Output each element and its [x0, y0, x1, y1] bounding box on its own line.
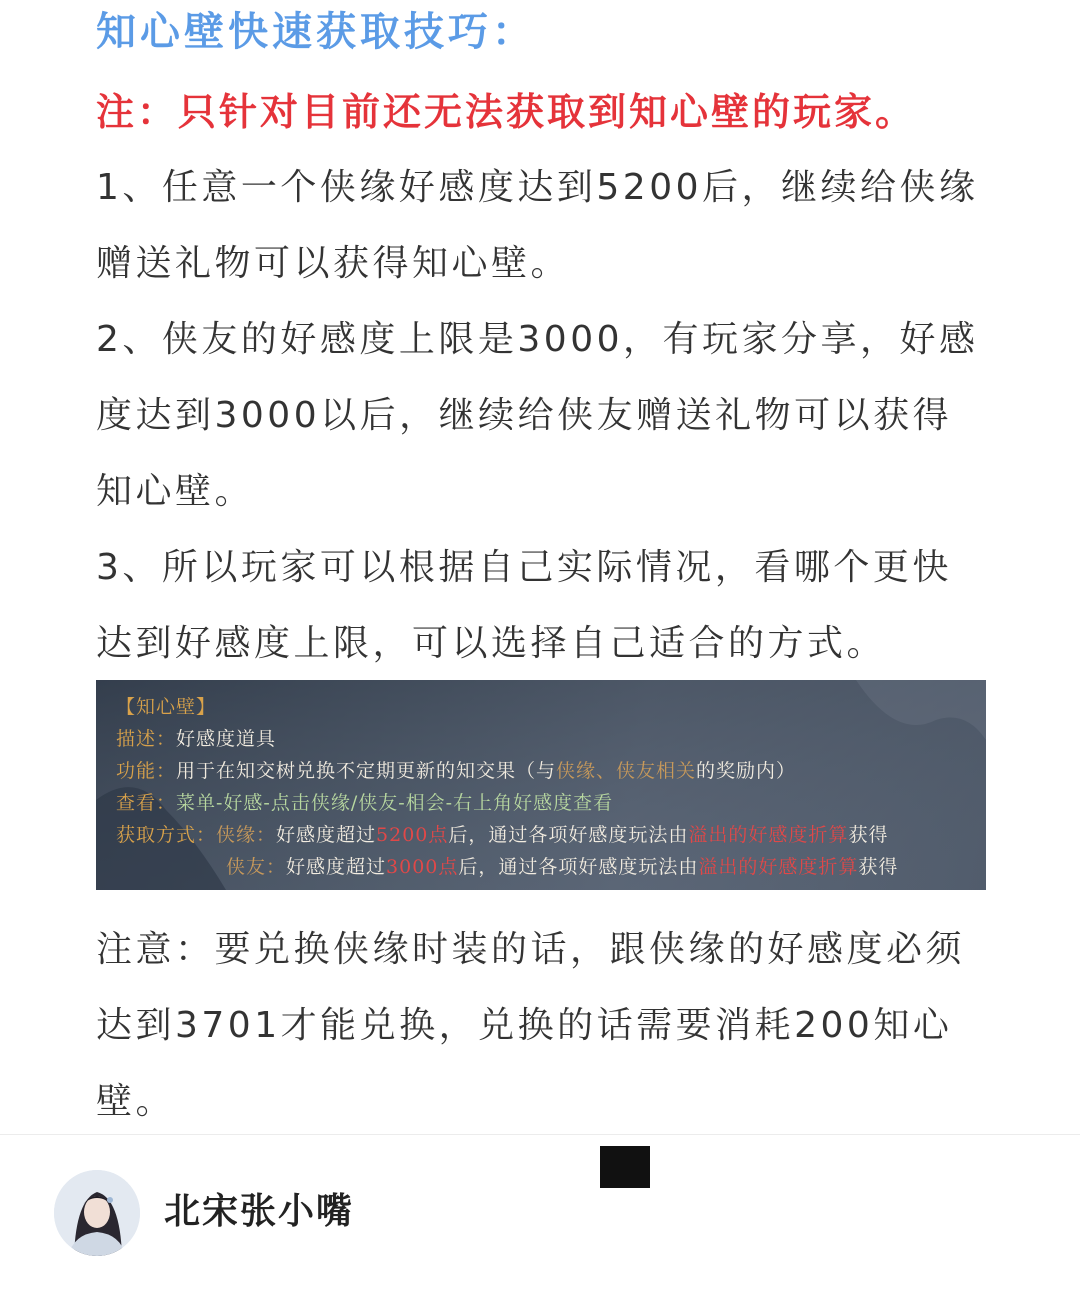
obtain-2-who: 侠友：	[226, 856, 287, 878]
redacted-block	[600, 1146, 650, 1188]
obtain-2-num: 3000点	[386, 856, 459, 878]
obtain-2-b: 后，通过各项好感度玩法由	[458, 856, 699, 878]
item-view	[116, 788, 613, 815]
item-function	[116, 756, 796, 783]
article-title: 知心壁快速获取技巧：	[96, 9, 536, 55]
final-note: 注意：要兑换侠缘时装的话，跟侠缘的好感度必须达到3701才能兑换，兑换的话需要消耗200知心壁。	[96, 929, 966, 1122]
item-name: 【知心壁】	[116, 696, 217, 718]
obtain-2-a: 好感度超过	[286, 856, 387, 878]
item-description	[116, 724, 276, 751]
function-value-b: 侠缘、侠友相关	[556, 760, 697, 782]
avatar-icon	[54, 1170, 140, 1256]
article-note: 注：只针对目前还无法获取到知心壁的玩家。	[96, 90, 917, 134]
paragraph-2: 2、侠友的好感度上限是3000，有玩家分享，好感度达到3000以后，继续给侠友赠送礼物可以获得知心壁。	[96, 319, 979, 512]
game-item-screenshot	[96, 680, 986, 890]
item-obtain-1	[116, 820, 888, 847]
obtain-1-num: 5200点	[376, 824, 449, 846]
function-value-c: 的奖励内）	[696, 760, 797, 782]
obtain-2-c: 获得	[858, 856, 899, 878]
description-key: 描述：	[116, 728, 177, 750]
obtain-1-red: 溢出的好感度折算	[688, 824, 849, 846]
obtain-1-b: 后，通过各项好感度玩法由	[448, 824, 689, 846]
function-value-a: 用于在知交树兑换不定期更新的知交果（与	[176, 760, 557, 782]
divider	[0, 1134, 1080, 1135]
obtain-1-a: 好感度超过	[276, 824, 377, 846]
obtain-key: 获取方式：	[116, 824, 217, 846]
paragraph-1: 1、任意一个侠缘好感度达到5200后，继续给侠缘赠送礼物可以获得知心壁。	[96, 167, 979, 284]
view-value: 菜单-好感-点击侠缘/侠友-相会-右上角好感度查看	[176, 792, 614, 814]
obtain-1-who: 侠缘：	[216, 824, 277, 846]
description-value: 好感度道具	[176, 728, 277, 750]
view-key: 查看：	[116, 792, 177, 814]
function-key: 功能：	[116, 760, 177, 782]
author-name[interactable]: 北宋张小嘴	[164, 1191, 355, 1232]
item-obtain-2	[226, 852, 898, 879]
obtain-2-red: 溢出的好感度折算	[698, 856, 859, 878]
author-avatar[interactable]	[54, 1170, 140, 1256]
obtain-1-c: 获得	[848, 824, 889, 846]
paragraph-3: 3、所以玩家可以根据自己实际情况，看哪个更快达到好感度上限，可以选择自己适合的方式。	[96, 547, 952, 664]
